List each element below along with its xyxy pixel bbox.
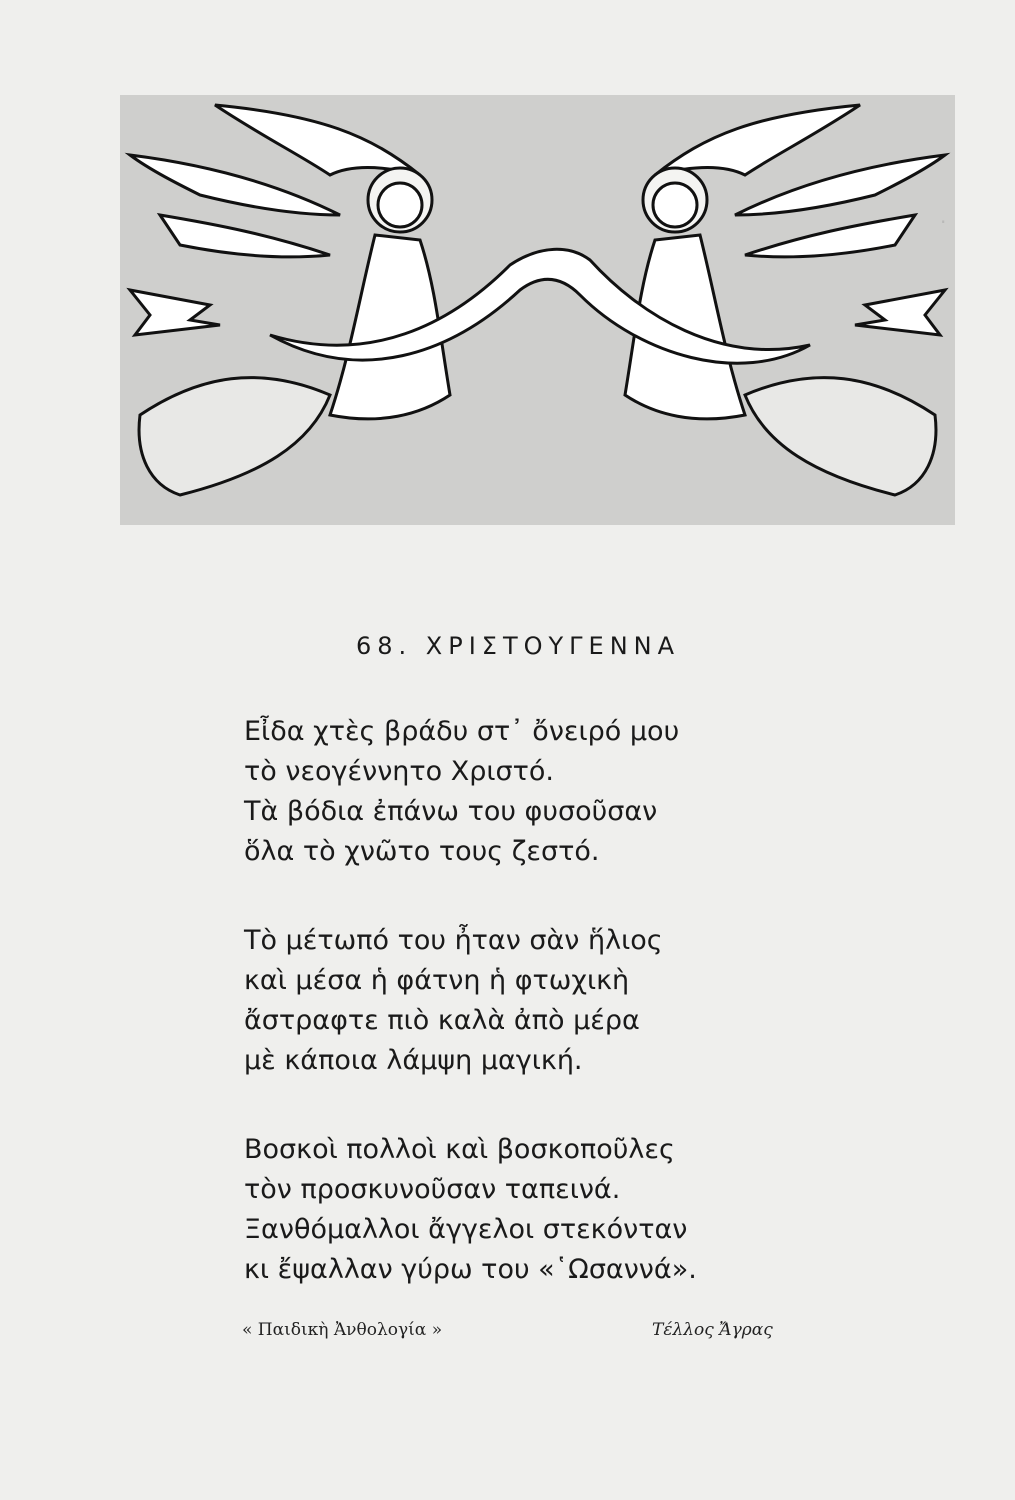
- poem-line: Ξανθόμαλλοι ἄγγελοι στεκόνταν: [244, 1214, 688, 1245]
- poem-line: μὲ κάποια λάμψη μαγική.: [244, 1045, 583, 1076]
- stanza-2: [244, 921, 844, 1081]
- ribbon: [270, 249, 810, 363]
- poem-line: Τὰ βόδια ἐπάνω του φυσοῦσαν: [244, 796, 658, 827]
- poem-line: κι ἔψαλλαν γύρω του «῾Ωσαννά».: [244, 1254, 697, 1285]
- poem-title: 68. ΧΡΙΣΤΟΥΓΕΝΝΑ: [356, 632, 681, 660]
- poem-line: Τὸ μέτωπό του ἦταν σὰν ἥλιος: [244, 925, 663, 956]
- left-angel: [130, 105, 450, 495]
- poem-author: Τέλλος Ἄγρας: [652, 1320, 773, 1340]
- show-through-text: ·: [940, 210, 947, 234]
- poem-line: καὶ μέσα ἡ φάτνη ἡ φτωχικὴ: [244, 965, 630, 996]
- stanza-3: [244, 1130, 844, 1290]
- right-angel: [625, 105, 945, 495]
- poem-line: τὸν προσκυνοῦσαν ταπεινά.: [244, 1174, 621, 1205]
- poem-line: ὅλα τὸ χνῶτο τους ζεστό.: [244, 836, 600, 867]
- poem-source: « Παιδικὴ Ἀνθολογία »: [242, 1320, 443, 1340]
- stanza-1: [244, 712, 844, 872]
- poem-line: ἄστραφτε πιὸ καλὰ ἀπὸ μέρα: [244, 1005, 640, 1036]
- poem-line: τὸ νεογέννητο Χριστό.: [244, 756, 554, 787]
- angels-illustration: [120, 95, 955, 525]
- poem-line: Εἶδα χτὲς βράδυ στ᾽ ὄνειρό μου: [244, 716, 680, 747]
- poem-line: Βοσκοὶ πολλοὶ καὶ βοσκοποῦλες: [244, 1134, 675, 1165]
- angels-drawing: [120, 95, 955, 525]
